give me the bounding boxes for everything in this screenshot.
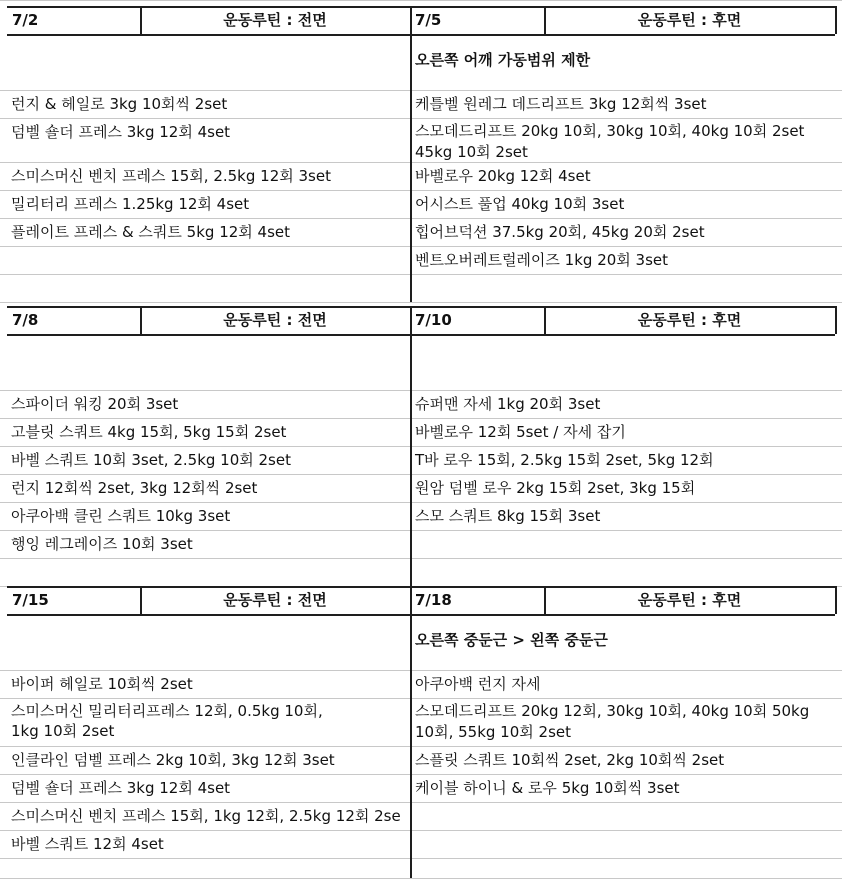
left-exercise-cell[interactable]: 바이퍼 헤일로 10회씩 2set — [11, 675, 193, 693]
left-exercise-cell[interactable]: 스미스머신 벤치 프레스 15회, 1kg 12회, 2.5kg 12회 2se — [11, 807, 401, 825]
right-exercise-cell[interactable]: 어시스트 풀업 40kg 10회 3set — [415, 195, 625, 213]
header-divider-line — [410, 6, 412, 35]
row-line — [0, 118, 842, 119]
left-date-cell[interactable]: 7/8 — [12, 311, 39, 329]
row-line — [0, 446, 842, 447]
left-exercise-cell[interactable]: 런지 12회씩 2set, 3kg 12회씩 2set — [11, 479, 258, 497]
right-routine-title[interactable]: 운동루틴 : 후면 — [637, 311, 742, 329]
left-exercise-cell[interactable]: 인클라인 덤벨 프레스 2kg 10회, 3kg 12회 3set — [11, 751, 335, 769]
right-note-cell[interactable]: 오른쪽 어깨 가동범위 제한 — [415, 51, 591, 69]
row-line — [0, 418, 842, 419]
left-exercise-cell[interactable]: 바벨 스쿼트 10회 3set, 2.5kg 10회 2set — [11, 451, 291, 469]
header-divider-line — [835, 586, 837, 614]
row-line — [0, 830, 842, 831]
header-divider-line — [835, 6, 837, 34]
row-line — [0, 162, 842, 163]
right-exercise-cell[interactable]: 슈퍼맨 자세 1kg 20회 3set — [415, 395, 601, 413]
row-line — [0, 302, 842, 303]
right-exercise-cell[interactable]: 원암 덤벨 로우 2kg 15회 2set, 3kg 15회 — [415, 479, 696, 497]
right-exercise-cell[interactable]: 바벨로우 20kg 12회 4set — [415, 167, 591, 185]
left-exercise-cell[interactable]: 스미스머신 밀리터리프레스 12회, 0.5kg 10회, 1kg 10회 2set — [11, 702, 323, 740]
header-bottom-line — [7, 34, 835, 36]
left-exercise-cell[interactable]: 바벨 스쿼트 12회 4set — [11, 835, 164, 853]
left-exercise-cell[interactable]: 아쿠아백 클린 스쿼트 10kg 3set — [11, 507, 231, 525]
top-border-line — [0, 0, 842, 1]
right-exercise-cell[interactable]: 케틀벨 원레그 데드리프트 3kg 12회씩 3set — [415, 95, 707, 113]
right-exercise-cell[interactable]: 바벨로우 12회 5set / 자세 잡기 — [415, 423, 626, 441]
right-exercise-cell[interactable]: 스모데드리프트 20kg 10회, 30kg 10회, 40kg 10회 2set 45kg 10회 2set — [415, 122, 805, 161]
row-line — [0, 246, 842, 247]
left-routine-title[interactable]: 운동루틴 : 전면 — [223, 311, 327, 329]
row-line — [0, 698, 842, 699]
right-exercise-cell[interactable]: 힙어브덕션 37.5kg 20회, 45kg 20회 2set — [415, 223, 705, 241]
right-exercise-cell[interactable]: 벤트오버레트럴레이즈 1kg 20회 3set — [415, 251, 669, 269]
row-line — [0, 218, 842, 219]
left-exercise-cell[interactable]: 행잉 레그레이즈 10회 3set — [11, 535, 193, 553]
row-line — [0, 802, 842, 803]
right-exercise-cell[interactable]: T바 로우 15회, 2.5kg 15회 2set, 5kg 12회 — [415, 451, 714, 469]
row-line — [0, 474, 842, 475]
right-routine-title[interactable]: 운동루틴 : 후면 — [637, 591, 742, 609]
row-line — [0, 774, 842, 775]
left-exercise-cell[interactable]: 런지 & 헤일로 3kg 10회씩 2set — [11, 95, 228, 113]
left-exercise-cell[interactable]: 플레이트 프레스 & 스쿼트 5kg 12회 4set — [11, 223, 291, 241]
row-line — [0, 190, 842, 191]
right-date-cell[interactable]: 7/10 — [415, 311, 452, 329]
column-divider-line — [410, 614, 412, 878]
right-exercise-cell[interactable]: 스모데드리프트 20kg 12회, 30kg 10회, 40kg 10회 50kg 10회, 55kg 10회 2set — [415, 702, 810, 741]
left-exercise-cell[interactable]: 밀리터리 프레스 1.25kg 12회 4set — [11, 195, 250, 213]
header-divider-line — [410, 306, 412, 335]
left-routine-title[interactable]: 운동루틴 : 전면 — [223, 591, 327, 609]
left-date-cell[interactable]: 7/15 — [12, 591, 49, 609]
right-exercise-cell[interactable]: 스모 스쿼트 8kg 15회 3set — [415, 507, 601, 525]
row-line — [0, 90, 842, 91]
row-line — [0, 274, 842, 275]
right-date-cell[interactable]: 7/18 — [415, 591, 452, 609]
right-date-cell[interactable]: 7/5 — [415, 11, 442, 29]
left-routine-title[interactable]: 운동루틴 : 전면 — [223, 11, 327, 29]
header-bottom-line — [7, 614, 835, 616]
right-exercise-cell[interactable]: 스플릿 스쿼트 10회씩 2set, 2kg 10회씩 2set — [415, 751, 725, 769]
row-line — [0, 558, 842, 559]
row-line — [0, 858, 842, 859]
column-divider-line — [410, 334, 412, 586]
left-date-cell[interactable]: 7/2 — [12, 11, 39, 29]
right-exercise-cell[interactable]: 케이블 하이니 & 로우 5kg 10회씩 3set — [415, 779, 680, 797]
row-line — [0, 746, 842, 747]
header-bottom-line — [7, 334, 835, 336]
column-divider-line — [410, 34, 412, 302]
right-routine-title[interactable]: 운동루틴 : 후면 — [637, 11, 742, 29]
header-divider-line — [410, 586, 412, 615]
header-top-line — [7, 6, 835, 8]
left-exercise-cell[interactable]: 고블릿 스쿼트 4kg 15회, 5kg 15회 2set — [11, 423, 287, 441]
right-exercise-cell[interactable]: 아쿠아백 런지 자세 — [415, 675, 541, 693]
right-note-cell[interactable]: 오른쪽 중둔근 > 왼쪽 중둔근 — [415, 631, 608, 649]
left-exercise-cell[interactable]: 스미스머신 벤치 프레스 15회, 2.5kg 12회 3set — [11, 167, 331, 185]
header-top-line — [7, 306, 835, 308]
left-exercise-cell[interactable]: 덤벨 숄더 프레스 3kg 12회 4set — [11, 123, 231, 141]
row-line — [0, 530, 842, 531]
header-divider-line — [835, 306, 837, 334]
row-line — [0, 502, 842, 503]
row-line — [0, 670, 842, 671]
left-exercise-cell[interactable]: 덤벨 숄더 프레스 3kg 12회 4set — [11, 779, 231, 797]
left-exercise-cell[interactable]: 스파이더 워킹 20회 3set — [11, 395, 179, 413]
header-top-line — [7, 586, 835, 588]
row-line — [0, 390, 842, 391]
